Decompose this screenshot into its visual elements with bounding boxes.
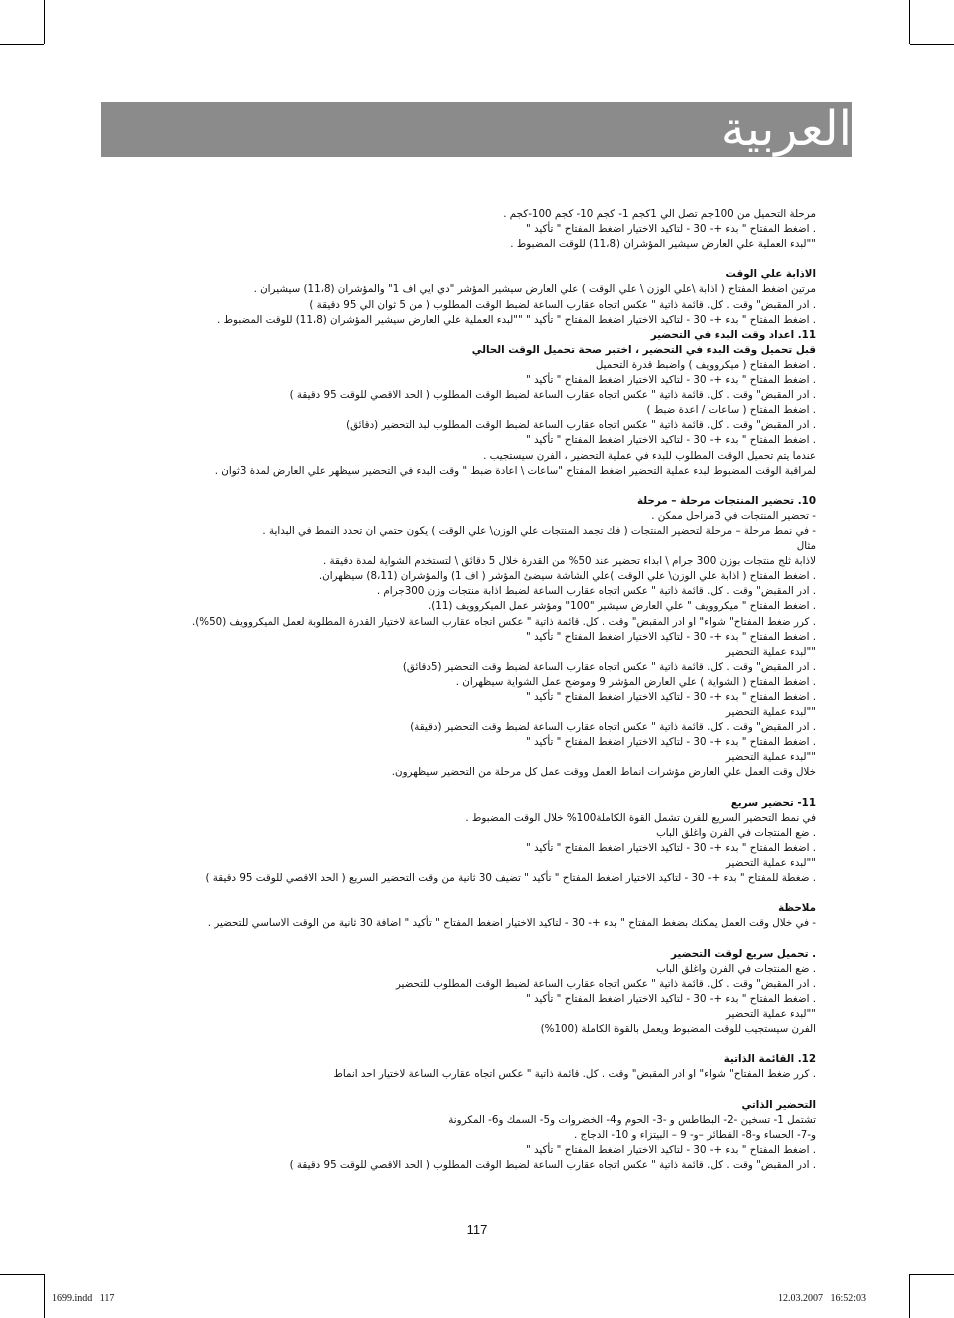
text-line: خلال وقت العمل علي العارض مؤشرات انماط العمل ووقت عمل كل مرحلة من التحضير سيظهرون.	[391, 766, 816, 779]
text-line: . اضغط المفتاح " بدء +- 30 - لتاكيد الاختيار اضغط المفتاح " تأكيد "	[525, 630, 816, 643]
text-line: الفرن سيستجيب للوقت المضبوط ويعمل بالقوة الكاملة (100%)	[540, 1023, 816, 1036]
language-banner	[101, 102, 852, 157]
section-heading: 12. القائمة الذاتية	[723, 1053, 816, 1066]
text-line: ""لبدء عملية التحضير	[725, 706, 816, 719]
text-line: . ادر المقبض" وقت . كل. قائمة ذاتية " عكس اتجاه عقارب الساعة لضبط الوقت المطلوب للتحضير	[395, 977, 816, 990]
crop-mark	[909, 1274, 910, 1318]
text-line: . اضغط المفتاح ( ساعات / اعدة ضبط )	[646, 404, 816, 417]
text-line: . ضع المنتجات في الفرن واغلق الباب	[656, 826, 816, 839]
text-line: . ادر المقبض" وقت . كل. قائمة ذاتية " عكس اتجاه عقارب الساعة لضبط وقت التحضير (دقيقة)	[410, 721, 816, 734]
text-line: . ادر المقبض" وقت . كل. قائمة ذاتية " عكس اتجاه عقارب الساعة لضبط الوقت المطلوب ( الحد الاقصي للوقت 95 دقيقة )	[289, 389, 816, 402]
text-line: . اضغط المفتاح " بدء +- 30 - لتاكيد الاختيار اضغط المفتاح " تأكيد "	[525, 434, 816, 447]
print-slug-date: 12.03.2007 16:52:03	[778, 1293, 867, 1304]
text-line: مثال	[796, 540, 816, 553]
text-line: . ضغطة للمفتاح " بدء +- 30 - لتاكيد الاختيار اضغط المفتاح " تأكيد " تضيف 30 ثانية من وقت التحضير السريع ( الحد الاقصي للوقت 95 دقيقة )	[205, 872, 816, 885]
text-line: - في نمط مرحلة – مرحلة لتحضير المنتجات ( فك تجمد المنتجات علي الوزن\ علي الوقت ) يكون حتمي ان تحدد النمط في البداية .	[262, 524, 816, 537]
section-heading: 11- تحضير سريع	[730, 796, 816, 809]
crop-mark	[910, 44, 954, 45]
text-line: ""لبدء العملية علي العارض سيشير المؤشران (11،8) للوقت المضبوط .	[510, 238, 816, 251]
text-line: . ادر المقبض" وقت . كل. قائمة ذاتية " عكس اتجاه عقارب الساعة لضبط اذابة منتجات وزن 300جرام .	[376, 585, 816, 598]
text-line: لمراقبة الوقت المضبوط لبدء عملية التحضير اضغط المفتاح "ساعات \ اعادة ضبط " وقت البدء في التحضير سيظهر علي العارض لمدة 3ثوان .	[214, 464, 816, 477]
section-heading: ملاحظة	[778, 902, 816, 915]
text-line: - تحضير المنتجات في 3مراحل ممكن .	[651, 509, 816, 522]
section-heading: . تحميل سريع لوقت التحضير	[670, 947, 816, 960]
text-line: ""لبدء عملية التحضير	[725, 857, 816, 870]
text-line: ""لبدء عملية التحضير	[725, 1007, 816, 1020]
section-heading: 10. تحضير المنتجات مرحلة – مرحلة	[636, 494, 816, 507]
print-slug-file: 1699.indd 117	[52, 1293, 115, 1304]
text-line: . اضغط المفتاح ( الشواية ) علي العارض المؤشر 9 وموضح عمل الشواية سيظهران .	[455, 675, 816, 688]
text-line: في نمط التحضير السريع للفرن تشمل القوة الكاملة100% خلال الوقت المضبوط .	[465, 811, 816, 824]
manual-body	[116, 207, 816, 1173]
paragraph-spacer	[116, 781, 816, 796]
text-line: . اضغط المفتاح " بدء +- 30 - لتاكيد الاختيار اضغط المفتاح " تأكيد "	[525, 374, 816, 387]
crop-mark	[0, 1274, 44, 1275]
paragraph-spacer	[116, 1082, 816, 1097]
section-heading: التحضير الذاتي	[741, 1098, 816, 1111]
text-line: . كرر ضغط المفتاح" شواء" او ادر المقبض" وقت . كل. قائمة ذاتية " عكس اتجاه عقارب الساعة لاختيار احد انماط	[333, 1068, 816, 1081]
text-line: . ضع المنتجات في الفرن واغلق الباب	[656, 962, 816, 975]
text-line: . اضغط المفتاح " بدء +- 30 - لتاكيد الاختيار اضغط المفتاح " تأكيد "	[525, 1143, 816, 1156]
crop-mark	[44, 1274, 45, 1318]
section-heading: الاذابة علي الوقت	[725, 268, 816, 281]
text-line: . اضغط المفتاح " ميكروويف " علي العارض سيشير "100" ومؤشر عمل الميكروويف (11).	[428, 600, 816, 613]
text-line: . اضغط المفتاح " بدء +- 30 - لتاكيد الاختيار اضغط المفتاح " تأكيد "	[525, 736, 816, 749]
crop-mark	[909, 0, 910, 44]
text-line: - في خلال وقت العمل يمكنك بضغط المفتاح " بدء +- 30 - لتاكيد الاختيار اضغط المفتاح " تأكيد " اضافة 30 ثانية من الوقت الاساسي للتحضير .	[207, 917, 816, 930]
paragraph-spacer	[116, 886, 816, 901]
text-line: . ادر المقبض" وقت . كل. قائمة ذاتية " عكس اتجاه عقارب الساعة لضبط الوقت المطلوب ( من 5 ثوان الي 95 دقيقة )	[309, 298, 816, 311]
text-line: ""لبدء عملية التحضير	[725, 751, 816, 764]
text-line: لاذابة ثلج منتجات بوزن 300 جرام \ ابداء تحضير عند 50% من القدرة خلال 5 دقائق \ لتستخدم الشواية لمدة دقيقة .	[322, 555, 816, 568]
text-line: . ادر المقبض" وقت . كل. قائمة ذاتية " عكس اتجاه عقارب الساعة لضبط الوقت المطلوب لبد التحضير (دقائق)	[346, 419, 816, 432]
crop-mark	[44, 0, 45, 44]
text-line: . اضغط المفتاح " بدء +- 30 - لتاكيد الاختيار اضغط المفتاح " تأكيد "	[525, 992, 816, 1005]
paragraph-spacer	[116, 479, 816, 494]
section-heading: قبل تحميل وقت البدء في التحضير ، اختبر صحة تحميل الوقت الحالي	[471, 343, 816, 356]
text-line: . ادر المقبض" وقت . كل. قائمة ذاتية " عكس اتجاه عقارب الساعة لضبط وقت التحضير (5دقائق)	[402, 660, 816, 673]
paragraph-spacer	[116, 252, 816, 267]
text-line: ""لبدء عملية التحضير	[725, 645, 816, 658]
crop-mark	[0, 44, 44, 45]
paragraph-spacer	[116, 932, 816, 947]
paragraph-spacer	[116, 1037, 816, 1052]
text-line: مرحلة التحميل من 100جم تصل الي 1كجم 1- كجم 10- كجم 100-كجم .	[503, 208, 816, 220]
text-line: عندما يتم تحميل الوقت المطلوب للبدء في عملية التحضير ، الفرن سيستجيب .	[483, 449, 816, 462]
page-title: العربية	[720, 101, 852, 157]
text-line: . اضغط المفتاح " بدء +- 30 - لتاكيد الاختيار اضغط المفتاح " تأكيد " ""لبدء العملية علي العارض سيشير المؤشران (11،8) للوقت المضبوط .	[216, 313, 816, 326]
text-line: تشتمل 1- تسخين -2- البطاطس و -3- الحوم و4- الخضروات و5- السمك و6- المكرونة	[448, 1113, 816, 1126]
page-number: 117	[466, 1222, 488, 1237]
text-line: . اضغط المفتاح " بدء +- 30 - لتاكيد الاختيار اضغط المفتاح " تأكيد "	[525, 841, 816, 854]
text-line: . كرر ضغط المفتاح" شواء" او ادر المقبض" وقت . كل. قائمة ذاتية " عكس اتجاه عقارب الساعة لاختيار القدرة المطلوبة لعمل الميكروويف (50%).	[192, 615, 816, 628]
section-heading: 11. اعداد وقت البدء في التحضير	[650, 328, 816, 341]
text-line: . اضغط المفتاح " بدء +- 30 - لتاكيد الاختيار اضغط المفتاح " تأكيد "	[525, 691, 816, 703]
text-line: . اضغط المفتاح ( اذابة علي الوزن\ علي الوقت )علي الشاشة سيضئ المؤشر ( اف 1) والمؤشران (8،11) سيظهران.	[318, 570, 816, 583]
text-line: . ادر المقبض" وقت . كل. قائمة ذاتية " عكس اتجاه عقارب الساعة لضبط الوقت المطلوب ( الحد الاقصي للوقت 95 دقيقة )	[289, 1158, 816, 1171]
text-line: و-7- الحساء و-8- الفطائر –و- 9 – البيتزاء و 10- الدجاج .	[574, 1128, 816, 1141]
text-line: مرتين اضغط المفتاح ( اذابة \علي الوزن \ علي الوقت ) علي العارض سيشير المؤشر "دي ايي اف 1" والمؤشران (11،8) سيشيران .	[253, 283, 816, 296]
text-line: . اضغط المفتاح " بدء +- 30 - لتاكيد الاختيار اضغط المفتاح " تأكيد "	[525, 223, 816, 236]
crop-mark	[910, 1274, 954, 1275]
text-line: . اضغط المفتاح ( ميكروويف ) واضبط قدرة التحميل	[595, 358, 816, 371]
